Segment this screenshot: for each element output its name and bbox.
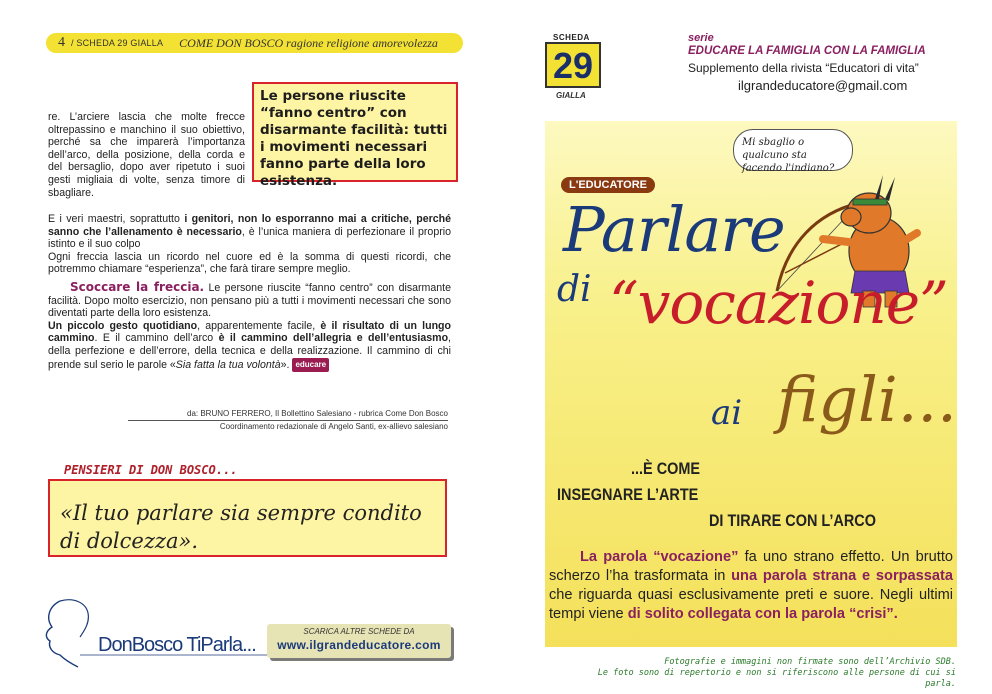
text-run-bold: Un piccolo gesto quotidiano: [48, 319, 198, 332]
article-paragraph: [48, 320, 451, 372]
cover-title-figli: figli...: [777, 363, 957, 436]
don-bosco-profile-logo: [40, 597, 270, 669]
text-run: , della perfezione e dell’errore, della tecnica e della realizzazione. Il cammino di chi prende sul serio le parole «: [48, 332, 451, 371]
page-header: [46, 33, 463, 53]
text-run-bold: i genitori, non lo esporranno mai a critiche, perché sanno che l’allenamento è necessario: [48, 213, 451, 238]
supplement-line: Supplemento della rivista “Educatori di vita”: [688, 61, 919, 75]
footnote-line-2: Le foto sono di repertorio e non si riferiscono alle persone di cui si parla.: [597, 668, 956, 689]
text-run-italic: Sia fatta la tua volontà: [175, 358, 281, 371]
pensieri-box: [48, 479, 447, 557]
header-title: COME DON BOSCO ragione religione amorevolezza: [179, 35, 438, 50]
speech-bubble: Mi sbaglio o qualcuno sta facendo l'indiano?: [733, 129, 853, 171]
pull-quote-box: [252, 82, 458, 189]
text-run: Le persone riuscite “fanno centro” con disarmante facilità. Dopo molto esercizio, non pensano più a tutti i movimenti necessari che sono diventati parte della loro esistenza.: [48, 281, 451, 320]
serie-label: serie: [688, 32, 714, 44]
cover-title-vocazione: “vocazione”: [609, 269, 948, 337]
credit-source: da: BRUNO FERRERO, Il Bollettino Salesiano - rubrica Come Don Bosco: [128, 408, 448, 421]
text-run-highlight: La parola “vocazione”: [580, 549, 739, 565]
footnote-line-1: Fotografie e immagini non firmate sono dell’Archivio SDB.: [664, 657, 956, 667]
section-tag: L'EDUCATORE: [561, 177, 655, 193]
article-paragraph: [48, 281, 451, 320]
don-bosco-ti-parla-logo-text: DonBosco TiParla...: [98, 634, 256, 656]
text-run: E i veri maestri, soprattutto: [48, 213, 185, 225]
cover-subtitle-2: INSEGNARE L’ARTE: [557, 485, 699, 504]
scheda-color: GIALLA: [556, 91, 586, 100]
text-run-highlight: di solito collegata con la parola “crisi”.: [627, 606, 898, 622]
download-banner-link[interactable]: www.ilgrandeducatore.com: [277, 638, 441, 652]
pull-quote-text: Le persone riuscite “fanno centro” con disarmante facilità: tutti i movimenti necessari fanno parte della loro esistenza.: [260, 88, 448, 189]
article-column-top: [48, 111, 245, 199]
credit-coordination: Coordinamento redazionale di Angelo Santi, ex-allievo salesiano: [219, 422, 448, 431]
text-run-highlight: una parola strana e sorpassata: [731, 568, 953, 584]
download-banner[interactable]: [267, 624, 451, 658]
scheda-number: 29: [545, 42, 601, 88]
article-paragraph: [48, 213, 451, 251]
scheda-label: SCHEDA: [553, 33, 590, 42]
cover-title-di: di: [557, 269, 592, 310]
scheda-reference: / SCHEDA 29 GIALLA: [71, 38, 164, 48]
article-paragraph: Ogni freccia lascia un ricordo nel cuore ed è la somma di questi ricordi, che potremmo chiamare “esperienza”, che farà tirare sempre meglio.: [48, 250, 451, 276]
text-run: ».: [280, 358, 290, 371]
cover-poster: [545, 121, 957, 647]
text-run-bold: è il cammino dell’allegria e dell’entusiasmo: [218, 332, 449, 345]
text-run: che riguarda quasi esclusivamente preti e suore. Negli ultimi tempi viene: [549, 587, 953, 622]
cover-title-ai: ai: [711, 393, 743, 433]
credits: [128, 408, 448, 432]
section-subhead: Scoccare la freccia.: [69, 279, 205, 294]
text-run-bold: è il risultato di un lungo cammino: [48, 319, 451, 345]
pensieri-label: PENSIERI DI DON BOSCO...: [60, 463, 241, 477]
text-run: , è l’unica maniera di perfezionare il proprio istinto e il suo colpo: [48, 225, 451, 251]
contact-email[interactable]: ilgrandeducatore@gmail.com: [738, 78, 908, 93]
article-paragraph: re. L’arciere lascia che molte frecce oltrepassino e manchino il suo obiettivo, perché sa che imparerà l’importanza dell’arco, della posizione, della corda e del bersaglio, dopo aver ripetuto i suoi gesti migliaia di volte, senza timore di sbagliare.: [48, 111, 245, 199]
cover-subtitle-3: DI TIRARE CON L’ARCO: [709, 511, 876, 530]
serie-title: EDUCARE LA FAMIGLIA CON LA FAMIGLIA: [688, 45, 926, 57]
text-run: . E il cammino dell’arco: [94, 332, 219, 345]
cover-intro-paragraph: [549, 548, 953, 624]
cover-title-parlare: Parlare: [563, 193, 785, 266]
page-number: 4: [58, 35, 65, 50]
text-run: fa uno strano effetto. Un brutto scherzo l’ha trasformata in: [549, 549, 953, 584]
educare-badge: educare: [292, 358, 329, 373]
text-run: , apparentemente facile,: [197, 319, 321, 332]
article-column-main: [48, 213, 451, 372]
cover-subtitle-1: ...È COME: [631, 459, 701, 478]
pensieri-quote: «Il tuo parlare sia sempre condito di dolcezza».: [60, 501, 422, 553]
photo-footnote: [568, 657, 956, 690]
download-banner-caption: SCARICA ALTRE SCHEDE DA: [303, 627, 415, 636]
